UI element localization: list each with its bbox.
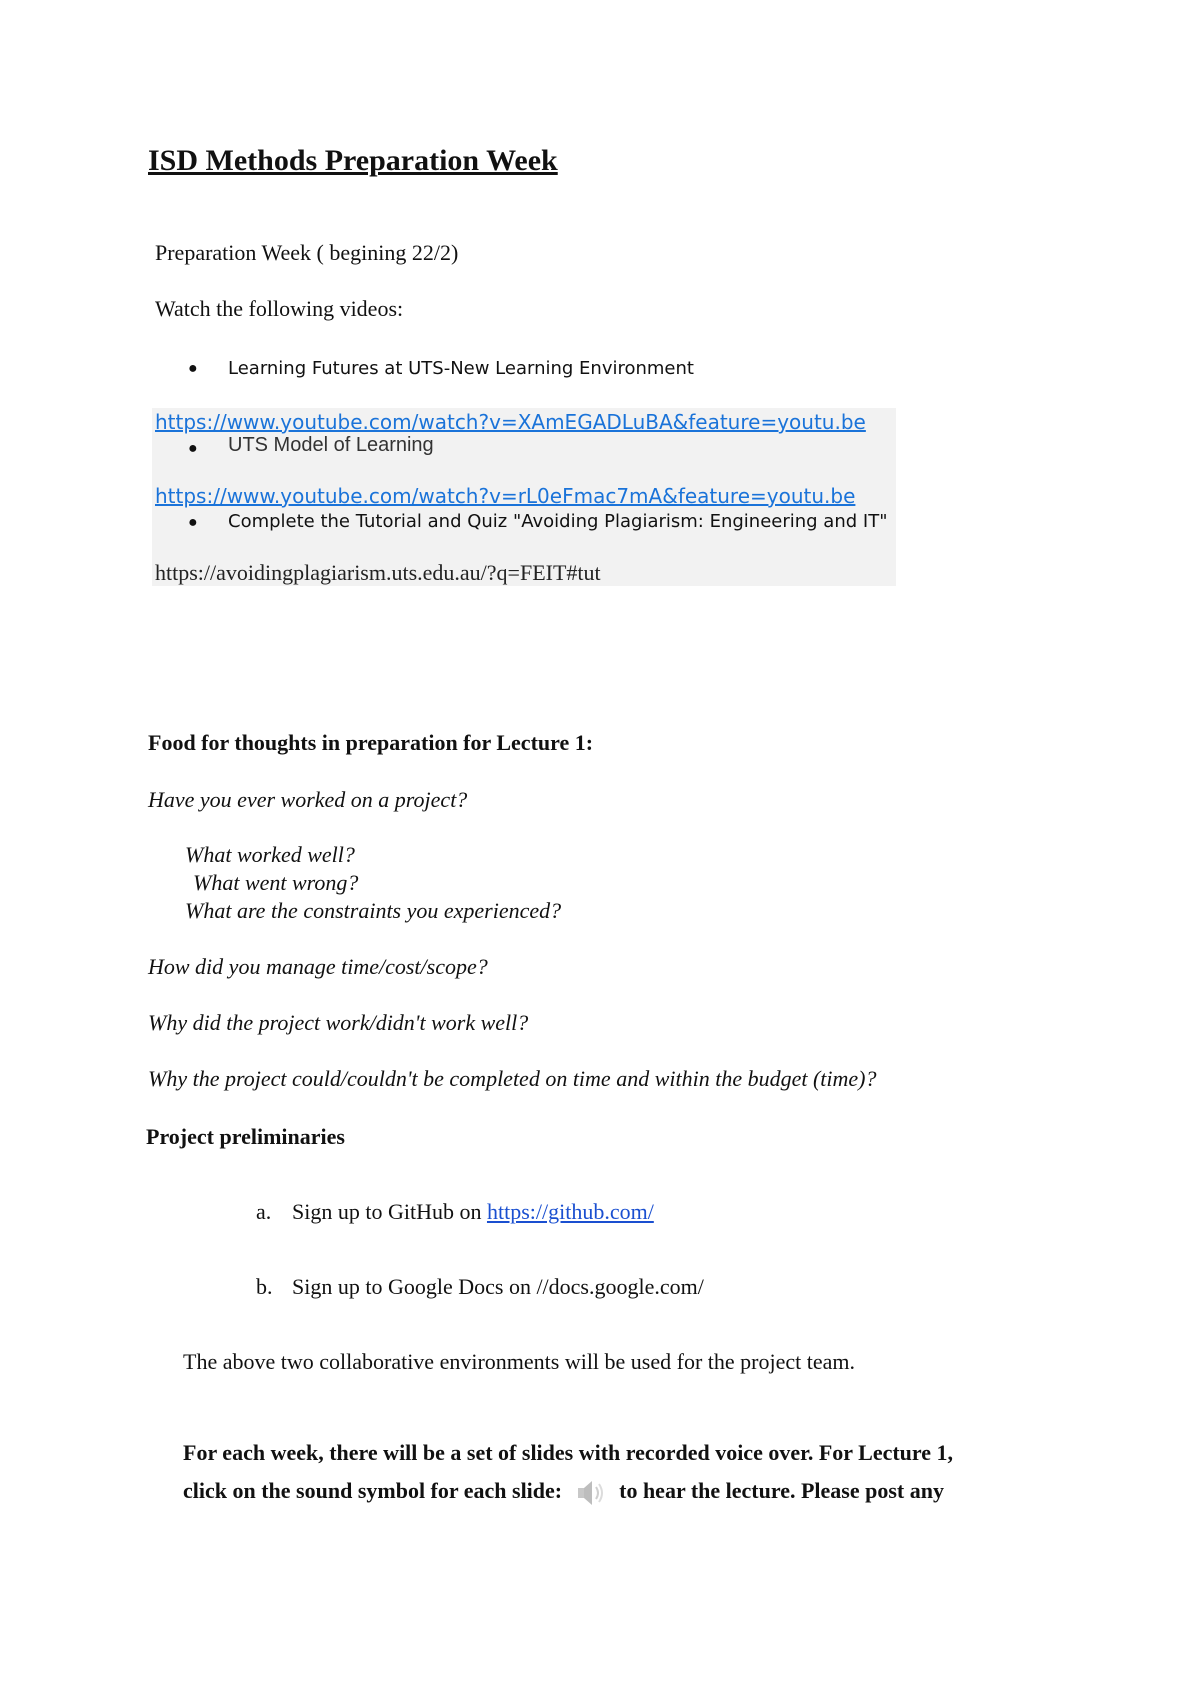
bullet-icon: ● <box>188 440 198 457</box>
github-link[interactable]: https://github.com/ <box>486 1199 654 1224</box>
prep-week-line: Preparation Week ( begining 22/2) <box>155 240 459 265</box>
collab-note: The above two collaborative environments will be used for the project team. <box>183 1349 855 1374</box>
bullet-icon: ● <box>188 514 198 531</box>
list-marker-b: b. <box>256 1274 273 1299</box>
list-marker-a: a. <box>256 1199 272 1224</box>
video-1-link[interactable]: https://www.youtube.com/watch?v=XAmEGADLuBA&feature=youtu.be <box>155 410 866 434</box>
closing-line-2b: to hear the lecture. Please post any <box>619 1478 944 1504</box>
closing-line-2 <box>183 1476 944 1510</box>
prelim-item-b: Sign up to Google Docs on //docs.google.com/ <box>292 1274 704 1299</box>
prelim-item-a-text: Sign up to GitHub on <box>292 1199 487 1224</box>
watch-intro: Watch the following videos: <box>155 296 404 321</box>
question-1: Have you ever worked on a project? <box>148 787 468 812</box>
video-1-label: Learning Futures at UTS-New Learning Environment <box>228 358 694 379</box>
prelim-item-a <box>292 1199 654 1225</box>
video-3-url: https://avoidingplagiarism.uts.edu.au/?q=FEIT#tut <box>155 560 601 585</box>
video-2-label: UTS Model of Learning <box>228 434 434 456</box>
closing-line-2a: click on the sound symbol for each slide: <box>183 1478 563 1504</box>
food-heading: Food for thoughts in preparation for Lecture 1: <box>148 730 594 755</box>
question-4: Why the project could/couldn't be completed on time and within the budget (time)? <box>148 1066 877 1091</box>
closing-line-1: For each week, there will be a set of slides with recorded voice over. For Lecture 1, <box>183 1440 954 1465</box>
speaker-icon[interactable] <box>574 1476 608 1510</box>
question-3: Why did the project work/didn't work well? <box>148 1010 529 1035</box>
prelim-heading: Project preliminaries <box>146 1124 345 1149</box>
question-1b: What went wrong? <box>193 870 359 895</box>
question-1c: What are the constraints you experienced? <box>185 898 562 923</box>
question-2: How did you manage time/cost/scope? <box>148 954 488 979</box>
video-3-label: Complete the Tutorial and Quiz "Avoiding Plagiarism: Engineering and IT" <box>228 511 888 532</box>
question-1a: What worked well? <box>185 842 355 867</box>
video-2-link[interactable]: https://www.youtube.com/watch?v=rL0eFmac7mA&feature=youtu.be <box>155 484 856 508</box>
bullet-icon: ● <box>188 360 198 377</box>
page-title: ISD Methods Preparation Week <box>148 144 558 177</box>
